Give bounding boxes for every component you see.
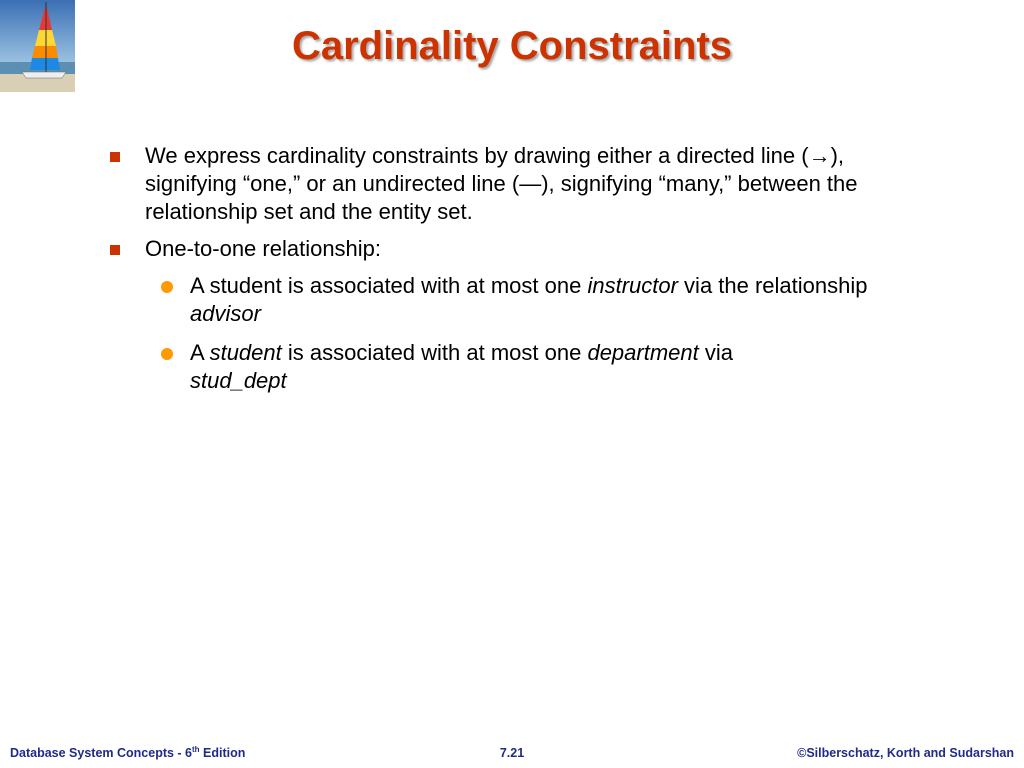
round-bullet-icon [161,348,173,360]
bullet-text: One-to-one relationship: [145,236,382,261]
bullet-text: We express cardinality constraints by drawing either a directed line (→), signifying “one,” or an undirected line (—), signifying “many,” between the relationship set and the entity set. [145,143,858,224]
slide-footer [0,746,1024,764]
slide-content [104,142,924,406]
bullet-item [104,235,924,263]
square-bullet-icon [110,245,120,255]
sub-bullet-text: A student is associated with at most one instructor via the relationship advisor [190,273,868,326]
bullet-item [104,142,924,226]
footer-book-title: Database System Concepts - 6th Edition [10,744,246,760]
round-bullet-icon [161,281,173,293]
footer-page-number: 7.21 [499,746,525,760]
square-bullet-icon [110,152,120,162]
footer-copyright: ©Silberschatz, Korth and Sudarshan [797,746,1014,760]
slide-title: Cardinality Constraints [291,24,733,68]
sub-bullet-item [104,339,924,395]
sub-bullet-text: A student is associated with at most one department via stud_dept [190,340,733,393]
sub-bullet-item [104,272,924,328]
